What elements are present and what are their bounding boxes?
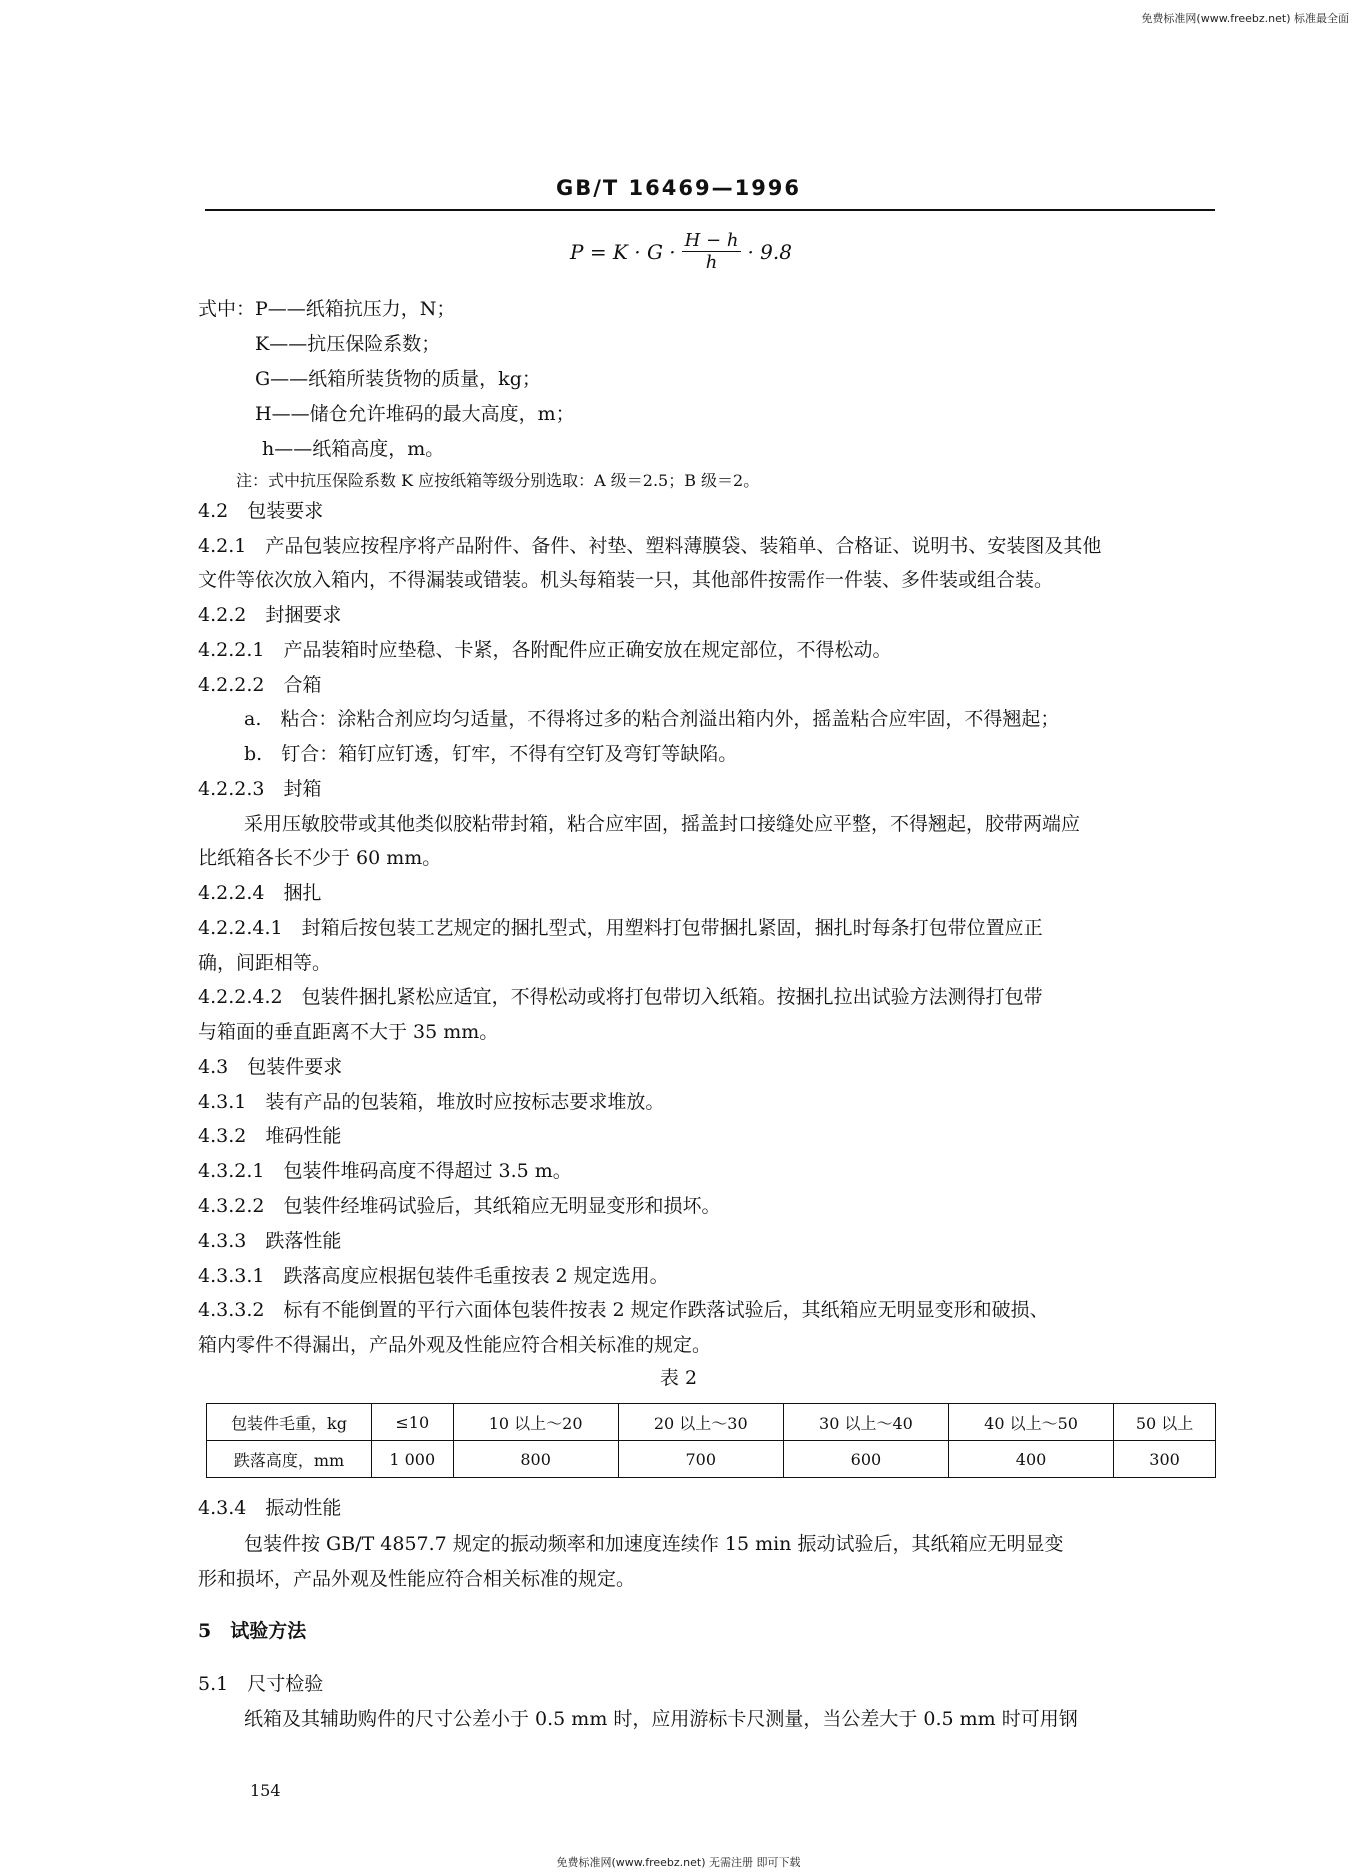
table-cell: 20 以上～30 [618, 1404, 783, 1441]
table-cell: ≤10 [372, 1404, 454, 1441]
text-line: 确，间距相等。 [198, 952, 332, 974]
table-cell: 10 以上～20 [453, 1404, 618, 1441]
text-line: 比纸箱各长不少于 60 mm。 [198, 847, 442, 869]
table-row-header: 跌落高度，mm [207, 1441, 372, 1478]
text-line: 4.2.2.1 产品装箱时应垫稳、卡紧，各附配件应正确安放在规定部位，不得松动。 [198, 639, 892, 661]
text-line: 箱内零件不得漏出，产品外观及性能应符合相关标准的规定。 [198, 1334, 712, 1356]
page-number: 154 [250, 1781, 281, 1800]
text-line: 4.3.3.1 跌落高度应根据包装件毛重按表 2 规定选用。 [198, 1265, 669, 1287]
text-line: a. 粘合：涂粘合剂应均匀适量，不得将过多的粘合剂溢出箱内外，摇盖粘合应牢固，不得翘起； [244, 708, 1060, 730]
table-cell: 1 000 [372, 1441, 454, 1478]
text-line: 4.3.2 堆码性能 [198, 1125, 342, 1147]
text-line: 4.2.2 封捆要求 [198, 604, 342, 626]
def-item: P——纸箱抗压力，N； [255, 298, 456, 320]
text-line: 4.2.2.2 合箱 [198, 674, 322, 696]
drop-height-table [206, 1403, 1216, 1478]
table-cell: 400 [949, 1441, 1114, 1478]
text-line: 4.2 包装要求 [198, 500, 324, 522]
table-row-header: 包装件毛重，kg [207, 1404, 372, 1441]
text-line: 4.2.2.4.1 封箱后按包装工艺规定的捆扎型式，用塑料打包带捆扎紧固，捆扎时每条打包带位置应正 [198, 917, 1043, 939]
formula-fraction [682, 230, 742, 273]
text-line: 4.2.2.3 封箱 [198, 778, 322, 800]
table-row [207, 1404, 1216, 1441]
text-line: 4.3.1 装有产品的包装箱，堆放时应按标志要求堆放。 [198, 1091, 665, 1113]
table-cell: 300 [1114, 1441, 1216, 1478]
formula-note: 注：式中抗压保险系数 K 应按纸箱等级分别选取：A 级＝2.5；B 级＝2。 [236, 471, 760, 490]
text-line: 4.2.2.4.2 包装件捆扎紧松应适宜，不得松动或将打包带切入纸箱。按捆扎拉出试验方法测得打包带 [198, 986, 1043, 1008]
formula-denominator: h [705, 252, 718, 273]
formula [570, 230, 792, 273]
text-line: 4.2.1 产品包装应按程序将产品附件、备件、衬垫、塑料薄膜袋、装箱单、合格证、说明书、安装图及其他 [198, 535, 1102, 557]
text-line: 4.3.3.2 标有不能倒置的平行六面体包装件按表 2 规定作跌落试验后，其纸箱应无明显变形和破损、 [198, 1299, 1049, 1321]
text-line: 形和损坏，产品外观及性能应符合相关标准的规定。 [198, 1568, 636, 1590]
text-line: 4.3.4 振动性能 [198, 1497, 342, 1519]
table-cell: 600 [783, 1441, 948, 1478]
table-cell: 40 以上～50 [949, 1404, 1114, 1441]
subsection-heading: 5.1 尺寸检验 [198, 1673, 324, 1695]
text-line: b. 钉合：箱钉应钉透，钉牢，不得有空钉及弯钉等缺陷。 [244, 743, 738, 765]
text-line: 采用压敏胶带或其他类似胶粘带封箱，粘合应牢固，摇盖封口接缝处应平整，不得翘起，胶带两端应 [244, 813, 1081, 835]
text-line: 与箱面的垂直距离不大于 35 mm。 [198, 1021, 499, 1043]
def-item: G——纸箱所装货物的质量，kg； [255, 368, 541, 390]
def-item: H——储仓允许堆码的最大高度，m； [255, 403, 575, 425]
def-item: h——纸箱高度，m。 [262, 438, 445, 460]
text-line: 4.3.3 跌落性能 [198, 1230, 342, 1252]
bottom-watermark: 免费标准网(www.freebz.net) 无需注册 即可下载 [556, 1856, 801, 1869]
defs-prefix: 式中： [198, 298, 256, 320]
table-caption: 表 2 [659, 1367, 698, 1389]
top-watermark: 免费标准网(www.freebz.net) 标准最全面 [1141, 12, 1349, 25]
text-line: 4.3.2.2 包装件经堆码试验后，其纸箱应无明显变形和损坏。 [198, 1195, 721, 1217]
section-heading: 5 试验方法 [198, 1620, 307, 1642]
table-row [207, 1441, 1216, 1478]
table-cell: 30 以上～40 [783, 1404, 948, 1441]
standard-header: GB/T 16469—1996 [555, 176, 802, 200]
formula-lhs: P = K · G · [570, 239, 676, 264]
def-item: K——抗压保险系数； [255, 333, 441, 355]
text-line: 4.3.2.1 包装件堆码高度不得超过 3.5 m。 [198, 1160, 572, 1182]
text-line: 4.3 包装件要求 [198, 1056, 343, 1078]
text-line: 文件等依次放入箱内，不得漏装或错装。机头每箱装一只，其他部件按需作一件装、多件装或组合装。 [198, 569, 1054, 591]
formula-numerator: H − h [682, 230, 742, 252]
formula-rhs: · 9.8 [747, 239, 792, 264]
text-line: 包装件按 GB/T 4857.7 规定的振动频率和加速度连续作 15 min 振动试验后，其纸箱应无明显变 [244, 1533, 1064, 1555]
header-rule [205, 209, 1215, 211]
text-line: 4.2.2.4 捆扎 [198, 882, 322, 904]
text-line: 纸箱及其辅助购件的尺寸公差小于 0.5 mm 时，应用游标卡尺测量，当公差大于 0.5 mm 时可用钢 [244, 1708, 1078, 1730]
table-cell: 800 [453, 1441, 618, 1478]
table-cell: 50 以上 [1114, 1404, 1216, 1441]
table-cell: 700 [618, 1441, 783, 1478]
